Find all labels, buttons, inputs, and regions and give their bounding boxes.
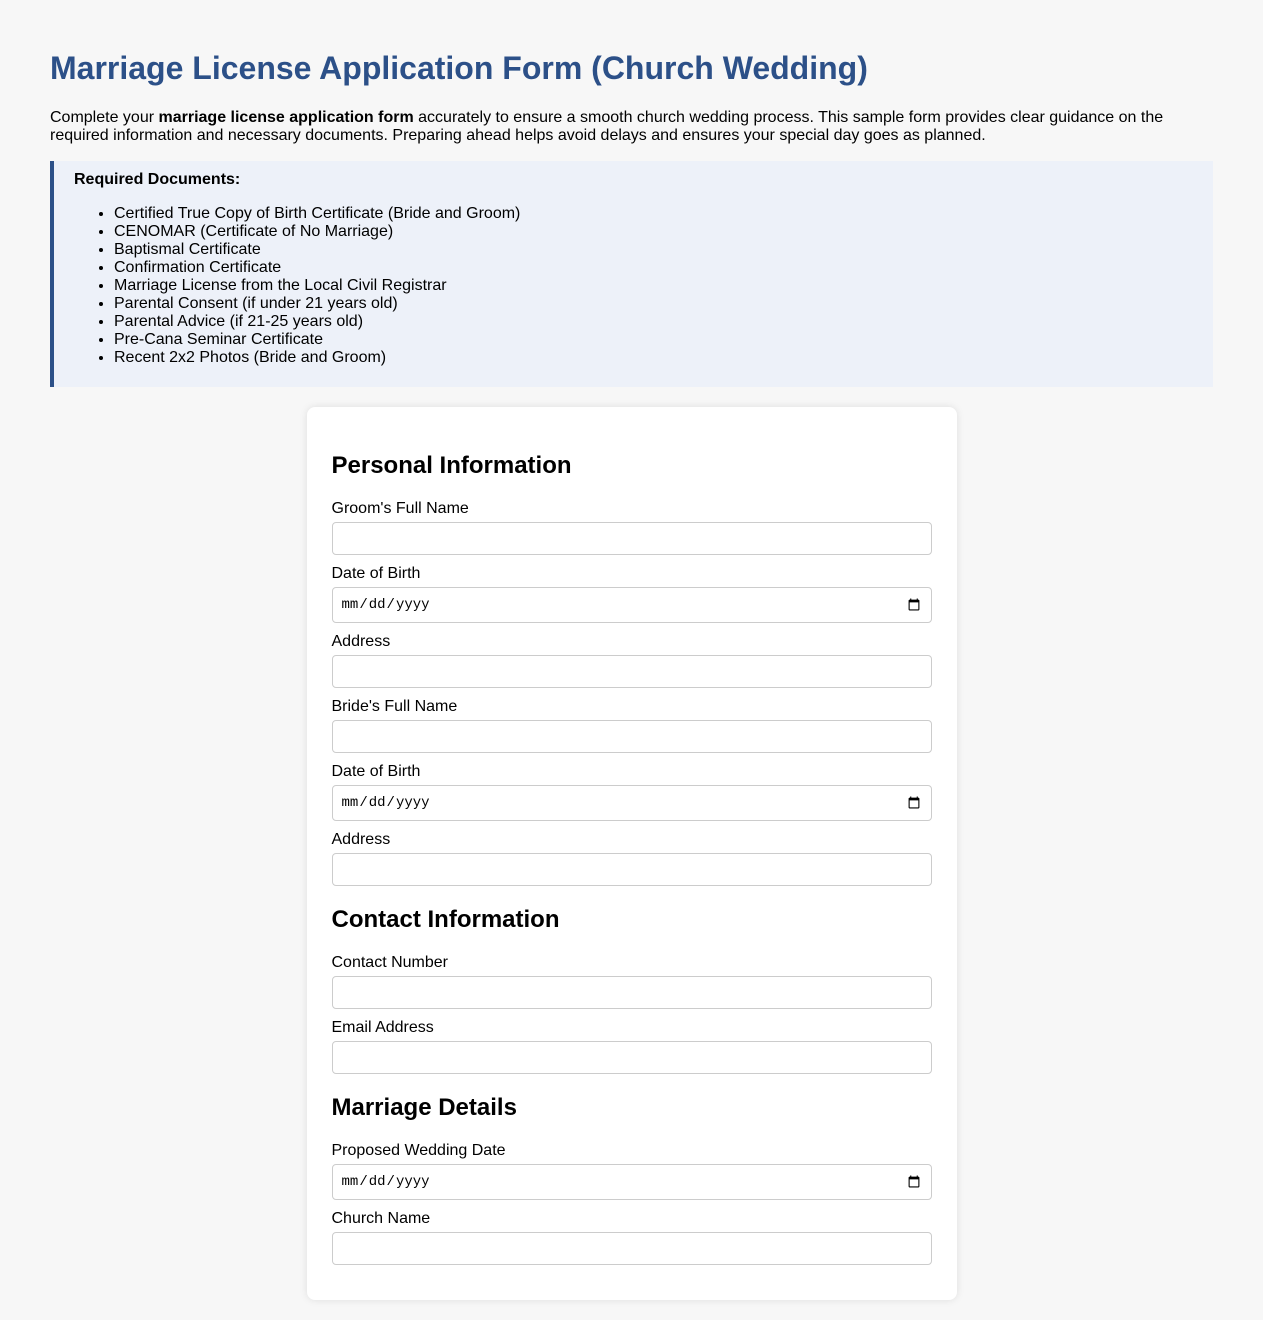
wedding-date-input[interactable]	[332, 1164, 932, 1200]
bride-name-input[interactable]	[332, 720, 932, 753]
bride-dob-input[interactable]	[332, 785, 932, 821]
groom-address-label: Address	[331, 633, 391, 650]
document-item: • Parental Consent (if under 21 years old)	[114, 295, 1193, 313]
contact-number-label: Contact Number	[331, 954, 448, 971]
groom-name-input[interactable]	[332, 522, 932, 555]
groom-name-label: Groom's Full Name	[331, 500, 469, 517]
church-name-input[interactable]	[332, 1232, 932, 1265]
contact-number-input[interactable]	[332, 976, 932, 1009]
email-input[interactable]	[332, 1041, 932, 1074]
application-form	[307, 407, 957, 1300]
required-documents-title: Required Documents:	[74, 171, 241, 188]
section-heading-contact: Contact Information	[331, 906, 560, 933]
intro-text	[50, 109, 1213, 145]
bride-address-label: Address	[331, 831, 391, 848]
document-item: • Recent 2x2 Photos (Bride and Groom)	[114, 349, 1193, 367]
document-item: • Baptismal Certificate	[114, 241, 1193, 259]
required-documents-list	[74, 205, 1193, 367]
document-item: • Certified True Copy of Birth Certificate (Bride and Groom)	[114, 205, 1193, 223]
intro-pre: Complete your	[50, 109, 159, 126]
wedding-date-label: Proposed Wedding Date	[331, 1142, 506, 1159]
section-heading-marriage: Marriage Details	[331, 1094, 517, 1121]
church-name-label: Church Name	[331, 1210, 431, 1227]
groom-dob-input[interactable]	[332, 587, 932, 623]
document-item: • Parental Advice (if 21-25 years old)	[114, 313, 1193, 331]
bride-address-input[interactable]	[332, 853, 932, 886]
document-item: • Marriage License from the Local Civil Registrar	[114, 277, 1193, 295]
document-item: • Confirmation Certificate	[114, 259, 1193, 277]
bride-name-label: Bride's Full Name	[331, 698, 458, 715]
groom-dob-label: Date of Birth	[331, 565, 421, 582]
intro-bold: marriage license application form	[158, 109, 414, 126]
email-label: Email Address	[331, 1019, 434, 1036]
document-item: • Pre-Cana Seminar Certificate	[114, 331, 1193, 349]
section-heading-personal: Personal Information	[331, 452, 572, 479]
intro-post: accurately to ensure a smooth church wedding process. This sample form provides clear guidance on the required information and necessary documents. Preparing ahead helps avoid delays and ensures your special day goes as planned.	[50, 109, 1164, 144]
required-documents-box	[50, 161, 1213, 387]
groom-address-input[interactable]	[332, 655, 932, 688]
bride-dob-label: Date of Birth	[331, 763, 421, 780]
page-title: Marriage License Application Form (Church Wedding)	[50, 50, 868, 86]
document-item: • CENOMAR (Certificate of No Marriage)	[114, 223, 1193, 241]
